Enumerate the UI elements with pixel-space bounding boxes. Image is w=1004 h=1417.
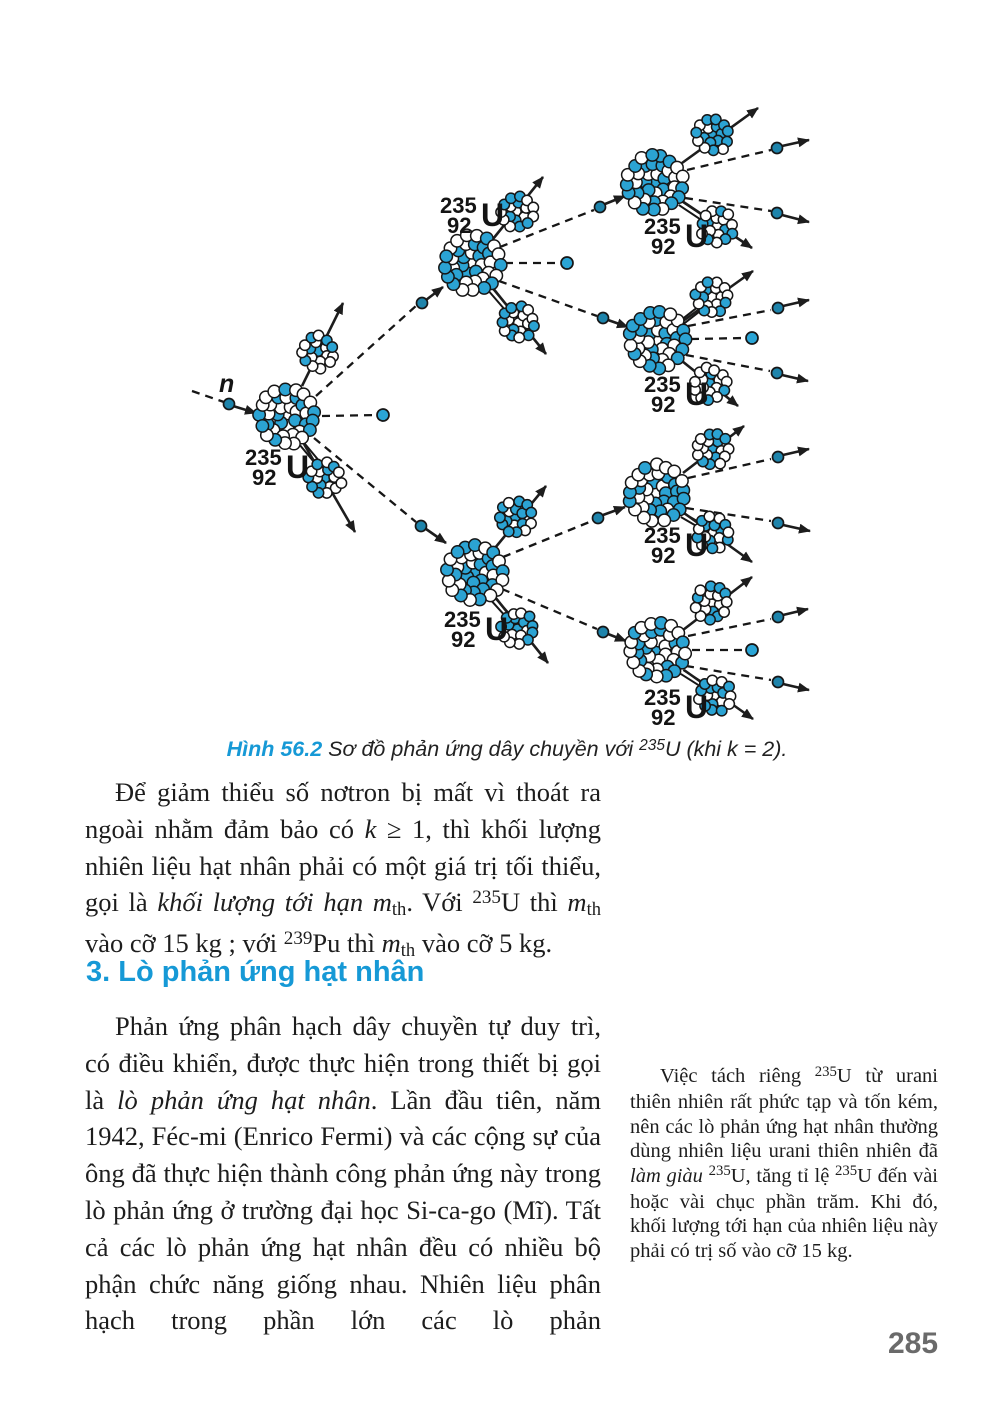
text-run: 235	[835, 1163, 858, 1180]
svg-text:U: U	[685, 376, 709, 412]
fission-fragment	[691, 581, 732, 625]
nucleon	[724, 681, 734, 691]
neutron-dot	[772, 208, 783, 219]
text-run: U thì	[500, 887, 568, 918]
svg-text:235: 235	[644, 685, 681, 710]
nucleon	[526, 507, 536, 517]
lost-neutron-dot	[561, 257, 573, 269]
svg-text:U: U	[286, 449, 310, 485]
nucleon	[268, 385, 280, 397]
svg-text:235: 235	[444, 607, 481, 632]
uranium-nucleus	[624, 458, 690, 527]
nucleon	[722, 597, 732, 607]
side-note	[630, 1064, 938, 1263]
nucleon	[718, 144, 728, 154]
nucleon	[695, 585, 705, 595]
nucleon	[325, 357, 335, 367]
page-number: 285	[888, 1327, 939, 1360]
nucleon	[439, 262, 451, 274]
fragment-arrow	[233, 406, 256, 413]
svg-text:U: U	[685, 527, 709, 563]
nucleon	[707, 543, 717, 553]
text-run: 235	[708, 1163, 731, 1180]
neutron-symbol-label: n	[219, 370, 235, 398]
neutron-dot	[773, 677, 784, 688]
nucleon	[676, 475, 688, 487]
lost-neutron-dot	[746, 644, 758, 656]
isotope-label	[644, 372, 708, 417]
neutron-dot	[773, 612, 784, 623]
nucleon	[478, 282, 490, 294]
nucleon	[336, 478, 346, 488]
nucleon	[625, 339, 637, 351]
nucleon	[702, 277, 712, 287]
text-run: ≥ 1, thì khối lượng nhiên liệu hạt nhân phải có một giá trị tối thiểu, gọi là	[85, 813, 601, 918]
svg-text:U: U	[485, 611, 509, 647]
fragment-arrow	[608, 634, 626, 641]
text-run: m	[567, 887, 587, 918]
text-run: U, tăng tỉ lệ	[730, 1164, 835, 1187]
nucleon	[677, 636, 689, 648]
nucleon	[715, 458, 725, 468]
fragment-arrow	[783, 525, 810, 531]
text-run: 235	[472, 887, 501, 909]
text-run: U (khi k = 2).	[664, 737, 788, 761]
text-run: 235	[814, 1063, 837, 1080]
text-run: làm giàu	[630, 1164, 709, 1187]
neutron-dot	[417, 298, 428, 309]
fragment-arrow	[783, 449, 809, 455]
svg-text:92: 92	[651, 392, 676, 417]
svg-text:235: 235	[245, 445, 282, 470]
text-run: th	[586, 899, 601, 921]
nucleon	[495, 512, 505, 522]
svg-text:235: 235	[644, 372, 681, 397]
nucleon	[723, 126, 733, 136]
nucleon	[723, 209, 733, 219]
text-run: khối lượng tới hạn m	[157, 887, 392, 918]
nucleon	[506, 303, 516, 313]
text-run: vào cỡ 5 kg.	[415, 928, 553, 959]
nucleon	[440, 250, 452, 262]
lost-neutron-dot	[746, 332, 758, 344]
nucleon	[334, 467, 344, 477]
neutron-dot	[773, 452, 784, 463]
svg-text:235: 235	[644, 214, 681, 239]
paragraph-reactor	[85, 1008, 601, 1339]
uranium-nucleus	[624, 617, 691, 683]
fragment-arrow	[426, 287, 443, 300]
svg-text:U: U	[685, 218, 709, 254]
fragment-arrow	[605, 196, 625, 204]
fragment-arrow	[426, 529, 446, 543]
fragment-arrow	[782, 140, 809, 146]
neutron-dot	[224, 399, 235, 410]
fragment-arrow	[608, 320, 628, 327]
fission-fragment	[303, 457, 347, 498]
fission-fragment	[693, 429, 734, 470]
neutron-path-dashed	[686, 666, 771, 680]
figure-caption	[0, 737, 1004, 762]
fragment-arrow	[783, 609, 808, 615]
nucleon	[639, 462, 651, 474]
nucleon	[312, 459, 322, 469]
neutron-dot	[598, 313, 609, 324]
neutron-dot	[416, 521, 427, 532]
text-run: U từ urani thiên nhiên rất phức tạp và tốn kém, nên các lò phản ứng hạt nhân thường dùng nhiên liệu urani thiên nhiên đã	[630, 1065, 939, 1163]
fragment-arrow	[782, 215, 809, 222]
text-run: th	[400, 940, 416, 962]
uranium-nucleus	[253, 383, 320, 450]
fragment-arrow	[783, 300, 809, 306]
nucleon	[717, 706, 727, 716]
svg-text:92: 92	[252, 465, 277, 490]
isotope-label	[644, 523, 708, 568]
nucleon	[719, 607, 729, 617]
neutron-path-dashed	[687, 150, 771, 170]
nucleon	[504, 526, 514, 536]
paragraph-critical-mass	[85, 774, 601, 966]
neutron-dot	[595, 202, 606, 213]
text-run: Để giảm thiểu số nơtron bị mất vì thoát ra ngoài nhằm đảm bảo có	[85, 777, 601, 844]
neutron-dot	[772, 368, 783, 379]
fragment-arrow	[603, 507, 625, 515]
nucleon	[256, 420, 268, 432]
svg-text:92: 92	[651, 543, 676, 568]
isotope-label	[245, 445, 309, 490]
nucleon	[504, 498, 514, 508]
svg-text:92: 92	[651, 705, 676, 730]
text-run: 235	[639, 736, 665, 754]
recoil-lines	[679, 201, 703, 219]
svg-text:92: 92	[447, 213, 472, 238]
fission-fragment	[297, 330, 338, 374]
svg-text:235: 235	[440, 193, 477, 218]
fragment-arrow	[783, 684, 809, 690]
section-heading: 3. Lò phản ứng hạt nhân	[86, 956, 425, 988]
nucleon	[707, 675, 717, 685]
svg-text:U: U	[481, 197, 505, 233]
nucleon	[679, 647, 691, 659]
nucleon	[646, 149, 658, 161]
nucleon	[627, 656, 639, 668]
text-run: Phản ứng phân hạch dây chuyền tự duy trì, có điều khiển, được thực hiện trong thiết bị gọi là	[85, 1011, 601, 1115]
text-run: . Lần đầu tiên, năm 1942, Féc-mi (Enrico Fermi) và các cộng sự của ông đã thực hiện thành công phản ứng này trong lò phản ứng ở trường đại học Si-ca-go (Mĩ). Tất cả các lò phản ứng hạt nhân đều có nhiều bộ phận chức năng giống nhau. Nhiên liệu phân hạch trong phần lớn các lò phản	[85, 1084, 601, 1336]
text-run: Pu thì	[312, 928, 382, 959]
neutron-dot	[772, 143, 783, 154]
text-run: Hình 56.2	[226, 737, 323, 761]
text-run: m	[381, 928, 401, 959]
text-run: Việc tách riêng	[660, 1065, 815, 1087]
neutron-dot	[773, 303, 784, 314]
text-run: 239	[283, 928, 313, 950]
fragment-arrow	[782, 375, 808, 381]
fission-fragment	[495, 496, 537, 537]
svg-text:92: 92	[451, 627, 476, 652]
nucleon	[327, 342, 337, 352]
neutron-path-dashed	[691, 338, 745, 339]
text-run: th	[391, 899, 407, 921]
svg-text:92: 92	[651, 234, 676, 259]
nucleon	[691, 602, 701, 612]
text-run: lò phản ứng hạt nhân	[117, 1084, 371, 1115]
text-run: . Với	[406, 887, 473, 918]
nucleon	[522, 218, 532, 228]
uranium-nucleus	[441, 539, 509, 606]
nucleon	[723, 527, 733, 537]
nucleon	[691, 127, 701, 137]
nucleon	[664, 308, 676, 320]
isotope-label	[644, 685, 708, 730]
nucleon	[514, 332, 524, 342]
neutron-path-dashed	[322, 415, 377, 416]
lost-neutron-dot	[377, 409, 389, 421]
nucleon	[693, 450, 703, 460]
nucleon	[709, 365, 719, 375]
fission-fragment	[691, 114, 733, 155]
text-run: Sơ đồ phản ứng dây chuyền với	[322, 737, 640, 761]
neutron-dot	[598, 627, 609, 638]
text-run: k	[364, 813, 377, 844]
neutron-dot	[773, 518, 784, 529]
text-run: vào cỡ 15 kg ; với	[85, 928, 284, 959]
nucleon	[451, 546, 463, 558]
nucleon	[720, 434, 730, 444]
neutron-dot	[593, 513, 604, 524]
svg-text:U: U	[685, 689, 709, 725]
isotope-label	[444, 607, 508, 652]
isotope-label	[644, 214, 708, 259]
uranium-nucleus	[624, 306, 692, 375]
nucleon	[677, 170, 689, 182]
uranium-nucleus	[439, 229, 507, 296]
svg-text:235: 235	[644, 523, 681, 548]
nucleon	[704, 511, 714, 521]
text-run: U đến vài hoặc vài chục phần trăm. Khi đó, khối lượng tới hạn của nhiên liệu này phải có trị số vào cỡ 15 kg.	[630, 1164, 938, 1262]
